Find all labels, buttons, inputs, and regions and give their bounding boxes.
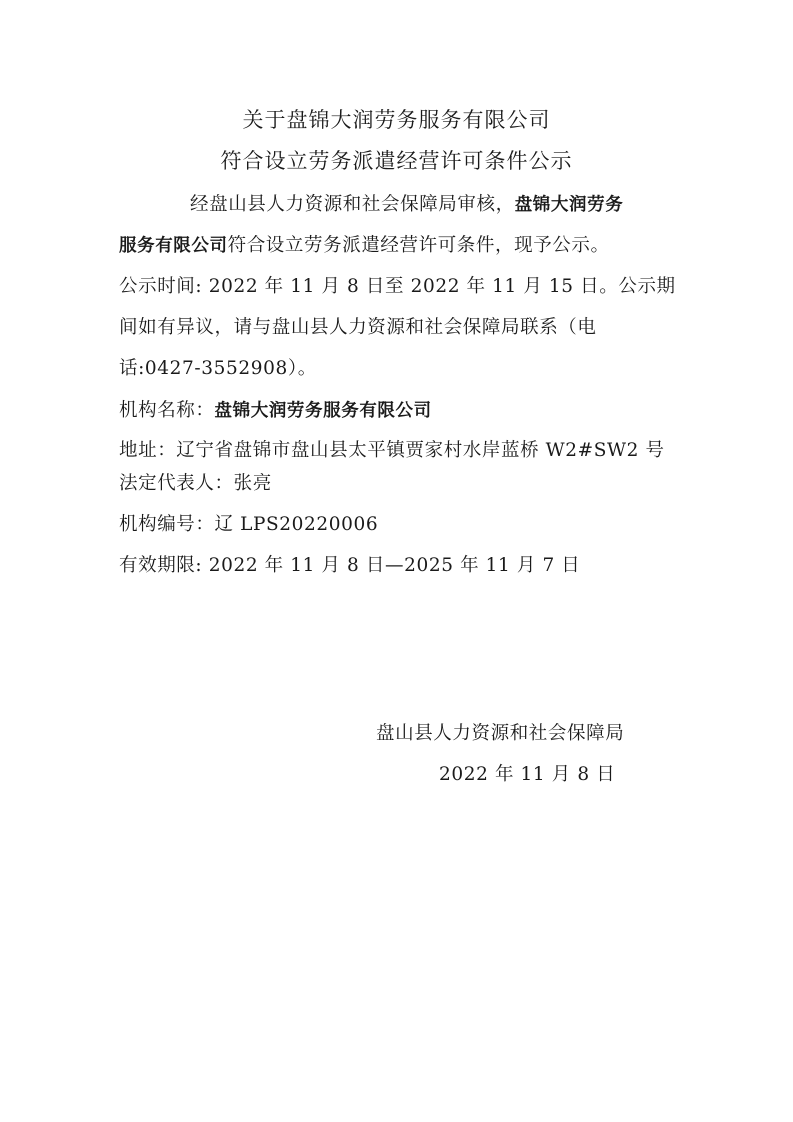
company-name-bold: 盘锦大润劳务 — [514, 195, 624, 215]
address-line: 地址：辽宁省盘锦市盘山县太平镇贾家村水岸蓝桥 W2#SW2 号 — [119, 440, 665, 461]
paragraph-2-line-2: 间如有异议，请与盘山县人力资源和社会保障局联系（电 — [119, 317, 597, 338]
paragraph-1-text-cont: 符合设立劳务派遣经营许可条件，现予公示。 — [227, 235, 610, 256]
legal-representative-line: 法定代表人：张亮 — [119, 473, 272, 494]
issuer-signature: 盘山县人力资源和社会保障局 — [376, 723, 625, 744]
company-name-bold-cont: 服务有限公司 — [119, 236, 228, 256]
paragraph-2-line-1: 公示时间: 2022 年 11 月 8 日至 2022 年 11 月 15 日。公示期 — [119, 276, 676, 297]
paragraph-2-line-3: 话:0427-3552908）。 — [119, 358, 317, 379]
document-title-line-2: 符合设立劳务派遣经营许可条件公示 — [220, 149, 573, 173]
paragraph-1-text: 经盘山县人力资源和社会保障局审核， — [190, 194, 515, 215]
org-name-line — [119, 396, 432, 422]
paragraph-1-line-1 — [190, 190, 623, 216]
org-name-value: 盘锦大润劳务服务有限公司 — [214, 401, 432, 421]
validity-period-line: 有效期限: 2022 年 11 月 8 日—2025 年 11 月 7 日 — [119, 555, 581, 576]
document-title-line-1: 关于盘锦大润劳务服务有限公司 — [242, 108, 551, 132]
org-name-label: 机构名称： — [119, 400, 215, 421]
org-number-line: 机构编号：辽 LPS20220006 — [119, 514, 379, 535]
paragraph-1-line-2 — [119, 231, 610, 257]
issue-date: 2022 年 11 月 8 日 — [439, 764, 616, 785]
